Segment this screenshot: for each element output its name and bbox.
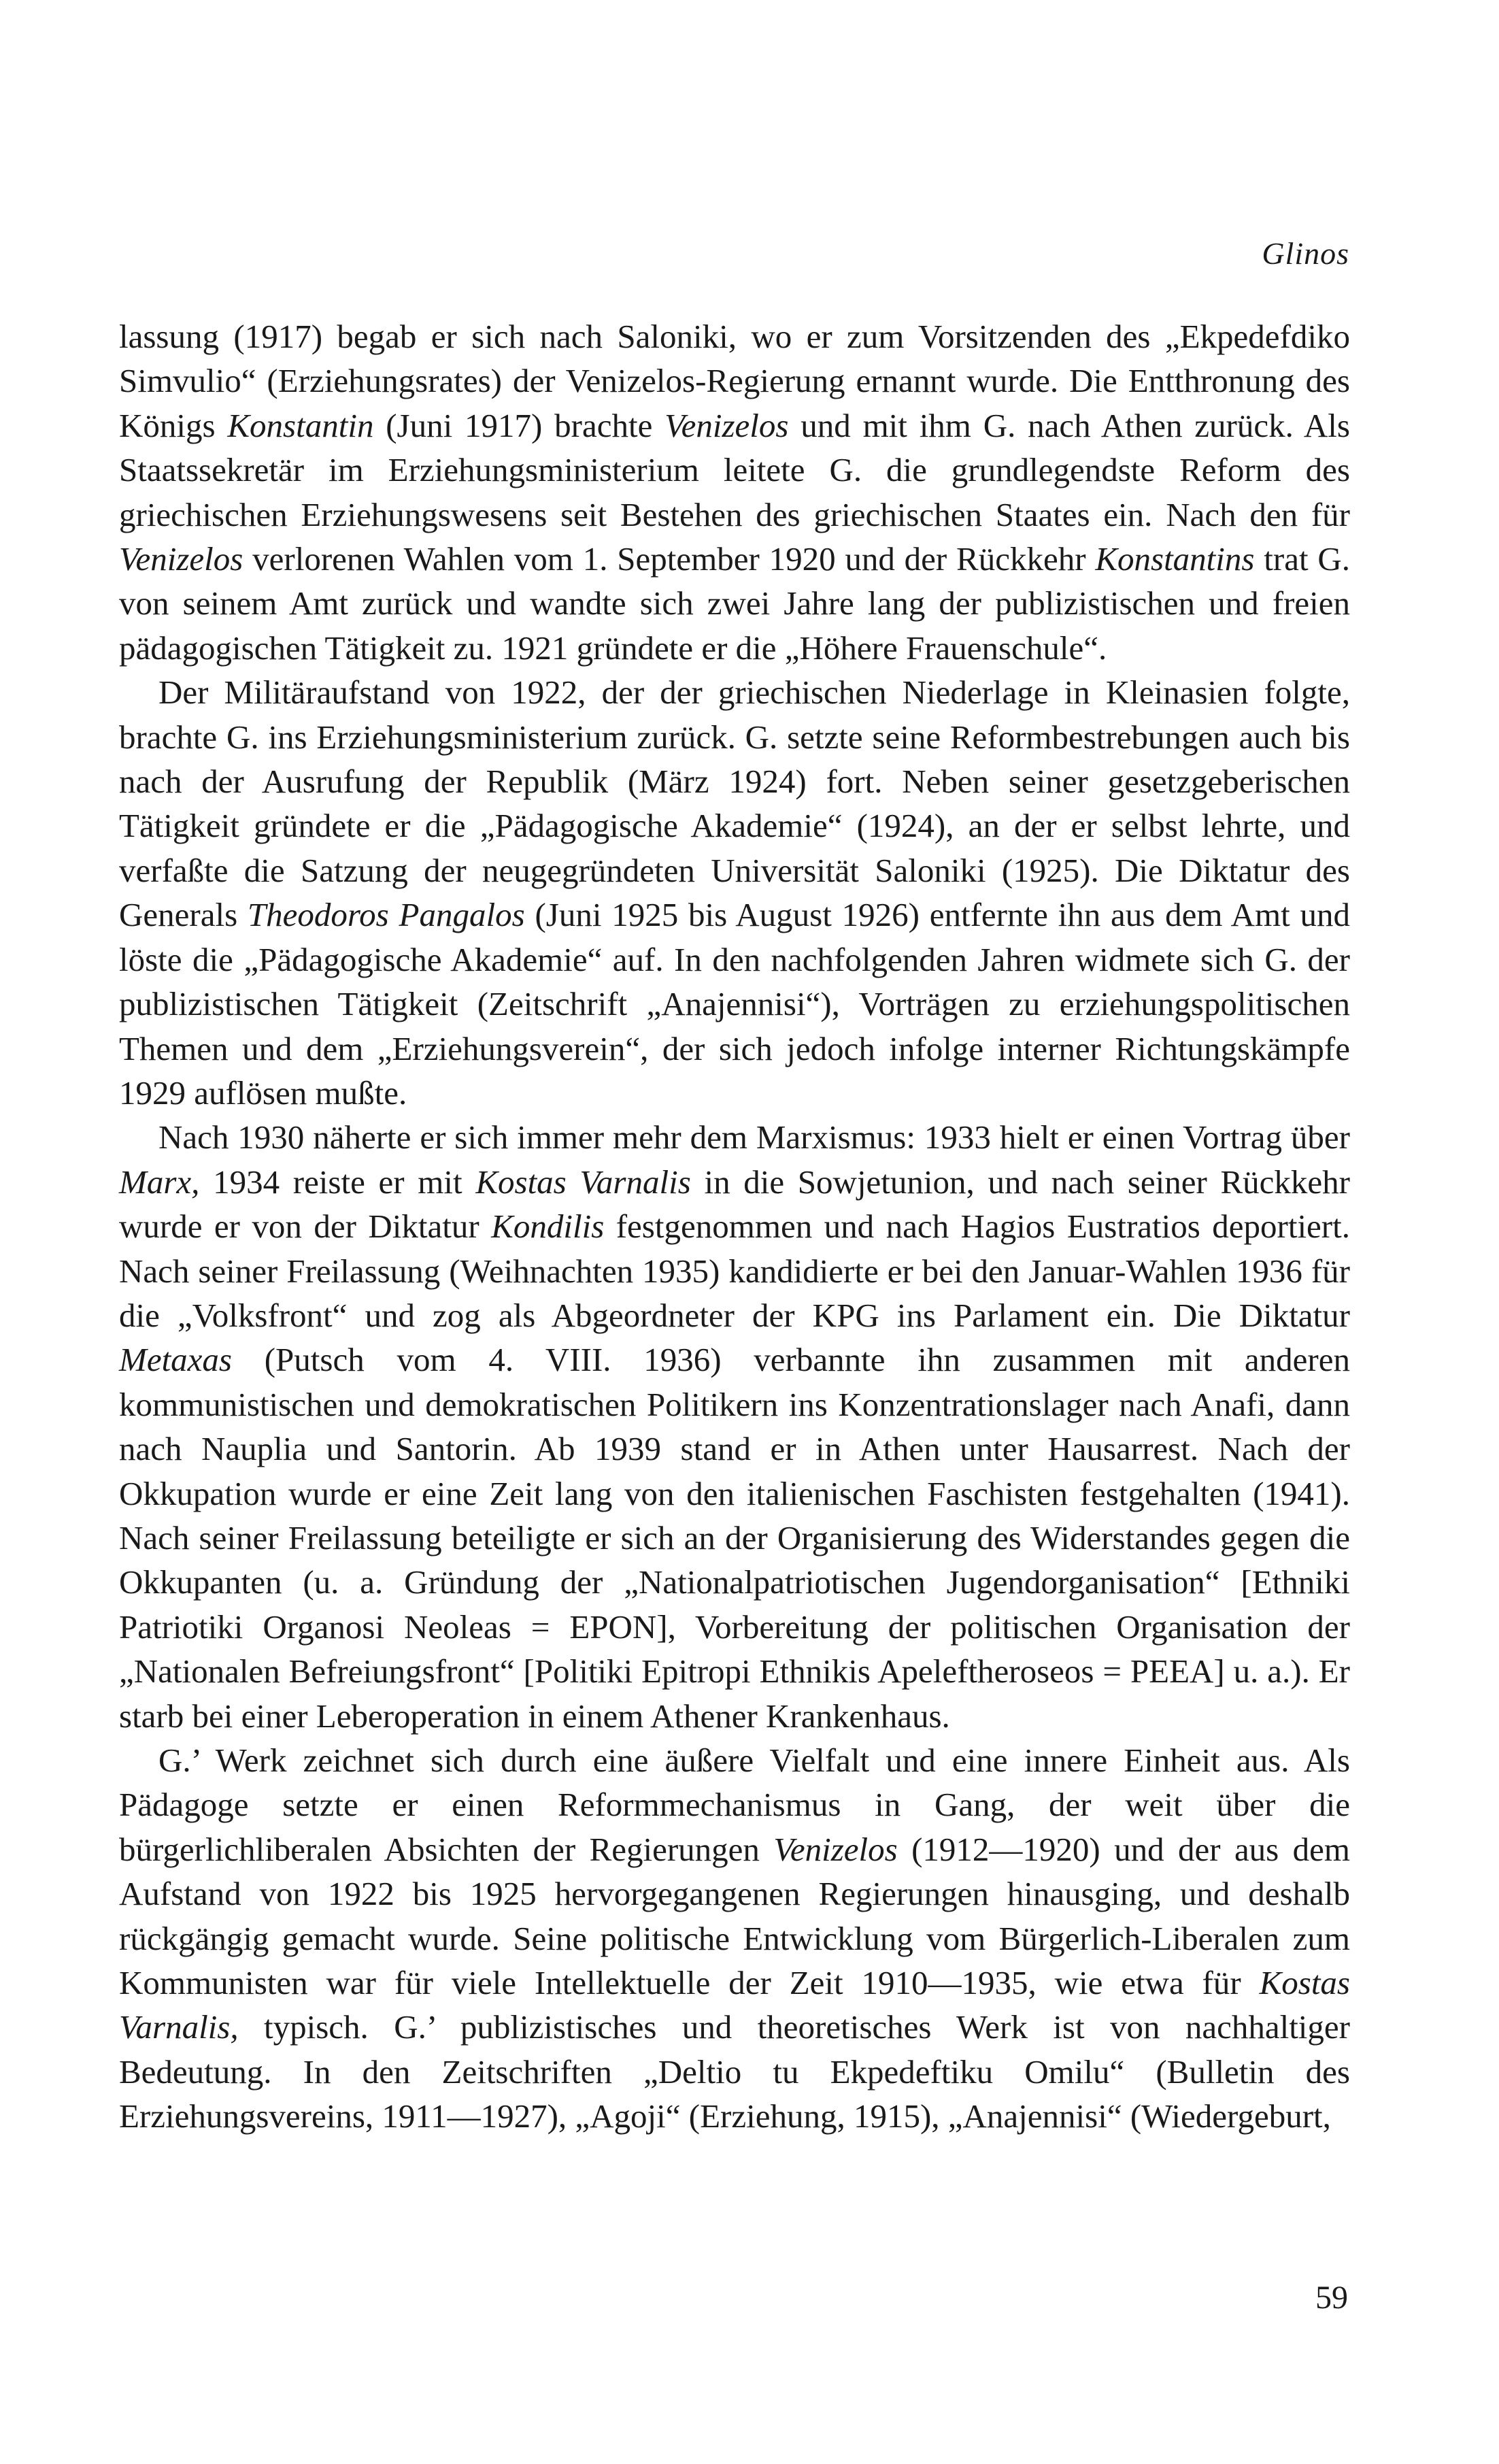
text-run: (Putsch vom 4. VIII. 1936) verbannte ihn zusammen mit anderen kommunistischen und demokratischen Politikern ins Konzentrationslager nach Anafi, dann nach Nauplia und Santorin. Ab 1939 stand er in Athen unter Hausarrest. Nach der Okkupation wurde er eine Zeit lang von den italienischen Faschisten festgehalten (1941). Nach seiner Freilassung beteiligte er sich an der Organisierung des Widerstandes gegen die Okkupanten (u. a. Gründung der „Nationalpatriotischen Jugendorganisation“ [Ethniki Patriotiki Organosi Neoleas = EPON], Vorbereitung der politischen Organisation der „Nationalen Befreiungsfront“ [Politiki Epitropi Ethnikis Apeleftheroseos = PEEA] u. a.). Er starb bei einer Leberoperation in einem Athener Krankenhaus.	[119, 1341, 1350, 1735]
text-run: und mit ihm G. nach Athen zurück. Als Staatssekretär im Erziehungsministerium leitete G. die grundlegendste Reform des griechischen Erziehungswesens seit Bestehen des griechischen Staates ein. Nach den für	[119, 406, 1350, 533]
page-number: 59	[1315, 2280, 1348, 2316]
italic-name: Venizelos	[773, 1830, 898, 1868]
italic-name: Marx,	[119, 1163, 200, 1201]
paragraph-2	[119, 670, 1350, 1115]
italic-name: Kostas Varnalis,	[119, 1964, 1350, 2046]
italic-name: Konstantins	[1095, 540, 1255, 578]
text-run: (Juni 1917) brachte	[373, 406, 665, 444]
italic-name: Konstantin	[227, 406, 374, 444]
paragraph-3	[119, 1115, 1350, 1738]
text-run: 1934 reiste er mit	[199, 1163, 476, 1201]
text-run: Der Militäraufstand von 1922, der der griechischen Niederlage in Kleinasien folgte, brachte G. ins Erziehungsministerium zurück. G. setzte seine Reformbestrebungen auch bis nach der Ausrufung der Republik (März 1924) fort. Neben seiner gesetzgeberischen Tätigkeit gründete er die „Pädagogische Akademie“ (1924), an der er selbst lehrte, und verfaßte die Satzung der neugegründeten Universität Saloniki (1925). Die Diktatur des Generals	[119, 673, 1350, 934]
italic-name: Kondilis	[491, 1208, 605, 1246]
italic-name: Metaxas	[119, 1341, 232, 1379]
text-run: (Juni 1925 bis August 1926) entfernte ihn aus dem Amt und löste die „Pädagogische Akademie“ auf. In den nachfolgenden Jahren widmete sich G. der publizistischen Tätigkeit (Zeitschrift „Anajennisi“), Vorträgen zu erziehungspolitischen Themen und dem „Erziehungsverein“, der sich jedoch infolge interner Richtungskämpfe 1929 auflösen mußte.	[119, 896, 1350, 1112]
running-head: Glinos	[1262, 236, 1349, 271]
text-run: festgenommen und nach Hagios Eustratios deportiert. Nach seiner Freilassung (Weihnachten 1935) kandidierte er bei den Januar-Wahlen 1936 für die „Volksfront“ und zog als Abgeordneter der KPG ins Parlament ein. Die Diktatur	[119, 1208, 1350, 1334]
body-text	[119, 314, 1350, 2139]
text-run: lassung (1917) begab er sich nach Saloniki, wo er zum Vorsitzenden des „Ekpedefdiko Simvulio“ (Erziehungsrates) der Venizelos-Regierung ernannt wurde. Die Entthronung des Königs	[119, 318, 1350, 444]
text-run: verlorenen Wahlen vom 1. September 1920 und der Rückkehr	[243, 540, 1096, 578]
text-run: (1912—1920) und der aus dem Aufstand von 1922 bis 1925 hervorgegangenen Regierungen hinausging, und deshalb rückgängig gemacht wurde. Seine politische Entwicklung vom Bürgerlich-Liberalen zum Kommunisten war für viele Intellektuelle der Zeit 1910—1935, wie etwa für	[119, 1830, 1351, 2002]
text-run: in die Sowjetunion, und nach seiner Rückkehr wurde er von der Diktatur	[119, 1163, 1350, 1246]
italic-name: Venizelos	[119, 540, 243, 578]
italic-name: Kostas Varnalis	[475, 1163, 691, 1201]
text-run: Nach 1930 näherte er sich immer mehr dem Marxismus: 1933 hielt er einen Vortrag über	[158, 1118, 1350, 1156]
paragraph-1	[119, 314, 1350, 670]
text-run: G.’ Werk zeichnet sich durch eine äußere Vielfalt und eine innere Einheit aus. Als Pädagoge setzte er einen Reformmechanismus in Gang, der weit über die bürgerlichliberalen Absichten der Regierungen	[119, 1742, 1350, 1868]
text-run: typisch. G.’ publizistisches und theoretisches Werk ist von nachhaltiger Bedeutung. In den Zeitschriften „Deltio tu Ekpedeftiku Omilu“ (Bulletin des Erziehungsvereins, 1911—1927), „Agoji“ (Erziehung, 1915), „Anajennisi“ (Wiedergeburt,	[119, 2008, 1350, 2135]
text-run: trat G. von seinem Amt zurück und wandte sich zwei Jahre lang der publizistischen und freien pädagogischen Tätigkeit zu. 1921 gründete er die „Höhere Frauenschule“.	[119, 540, 1350, 667]
italic-name: Theodoros Pangalos	[247, 896, 525, 934]
italic-name: Venizelos	[664, 406, 789, 444]
paragraph-4	[119, 1738, 1350, 2139]
